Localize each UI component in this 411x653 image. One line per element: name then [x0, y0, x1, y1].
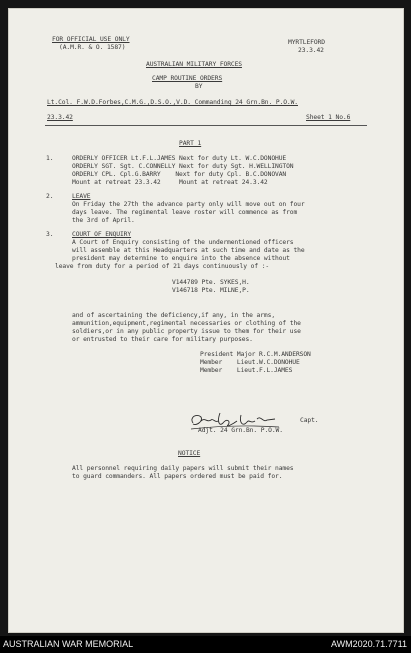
security-marking: FOR OFFICIAL USE ONLY [52, 36, 130, 43]
document-page [8, 8, 404, 633]
court-member: Member Lieut.F.L.JAMES [200, 367, 293, 374]
notice-text-line: to guard commanders. All papers ordered must be paid for. [72, 473, 283, 480]
notice-text-line: All personnel requiring daily papers will submit their names [72, 465, 294, 472]
court-text-line: A Court of Enquiry consisting of the undermentioned officers [72, 239, 294, 246]
court-text-line: leave from duty for a period of 21 days continuously of :- [55, 263, 270, 270]
leave-text-line: the 3rd of April. [72, 217, 135, 224]
by-label: BY [195, 83, 203, 90]
soldier-entry: V146718 Pte. MILNE,P. [172, 287, 250, 294]
organisation: AUSTRALIAN MILITARY FORCES [146, 61, 242, 68]
leave-heading: LEAVE [72, 193, 91, 200]
reference-date: 23.3.42 [47, 114, 73, 121]
orderly-sgt-line: ORDERLY SGT. Sgt. C.CONNELLY Next for duty Sgt. H.WELLINGTON [72, 163, 294, 170]
leave-text-line: days leave. The regimental leave roster will commence as from [72, 209, 298, 216]
archive-reference: AWM2020.71.7711 [330, 639, 407, 649]
court-president: President Major R.C.M.ANDERSON [200, 351, 311, 358]
court-text-line: and of ascertaining the deficiency,if any, in the arms, [72, 312, 276, 319]
orderly-officer-line: ORDERLY OFFICER Lt.F.L.JAMES Next for duty Lt. W.C.DONOHUE [72, 155, 287, 162]
court-text-line: ammunition,equipment,regimental necessaries or clothing of the [72, 320, 301, 327]
sheet-number: Sheet 1 No.6 [306, 114, 351, 121]
leave-text-line: On Friday the 27th the advance party only will move out on four [72, 201, 305, 208]
court-text-line: soldiers,or in any public property issue to them for their use [72, 328, 301, 335]
signature-rank: Capt. [300, 417, 319, 424]
item-number: 1. [46, 155, 54, 162]
court-text-line: will assemble at this Headquarters at such time and date as the [72, 247, 305, 254]
archive-name: AUSTRALIAN WAR MEMORIAL [3, 639, 134, 649]
header-date: 23.3.42 [298, 47, 324, 54]
archive-footer [0, 636, 411, 653]
court-member: Member Lieut.W.C.DONOHUE [200, 359, 300, 366]
court-text-line: or entrusted to their care for military purposes. [72, 336, 253, 343]
item-number: 3. [46, 231, 54, 238]
header-divider [45, 125, 367, 126]
orderly-cpl-line: ORDERLY CPL. Cpl.G.BARRY Next for duty Cpl. B.C.DONOVAN [72, 171, 287, 178]
commander-line: Lt.Col. F.W.D.Forbes,C.M.G.,D.S.O.,V.D. Commanding 24 Grn.Bn. P.O.W. [47, 99, 298, 106]
security-reference: (A.M.R. & O. 1587) [59, 44, 126, 51]
part-title: PART 1 [179, 140, 202, 147]
place: MYRTLEFORD [288, 39, 325, 46]
mount-line: Mount at retreat 23.3.42 Mount at retreat 24.3.42 [72, 179, 268, 186]
court-heading: COURT OF ENQUIRY [72, 231, 132, 238]
item-number: 2. [46, 193, 54, 200]
notice-heading: NOTICE [178, 450, 201, 457]
signature-appointment: Adjt. 24 Grn.Bn. P.O.W. [198, 427, 283, 434]
court-text-line: president may determine to enquire into the absence without [72, 255, 290, 262]
soldier-entry: V144789 Pte. SYKES,H. [172, 279, 250, 286]
document-title: CAMP ROUTINE ORDERS [152, 75, 223, 82]
